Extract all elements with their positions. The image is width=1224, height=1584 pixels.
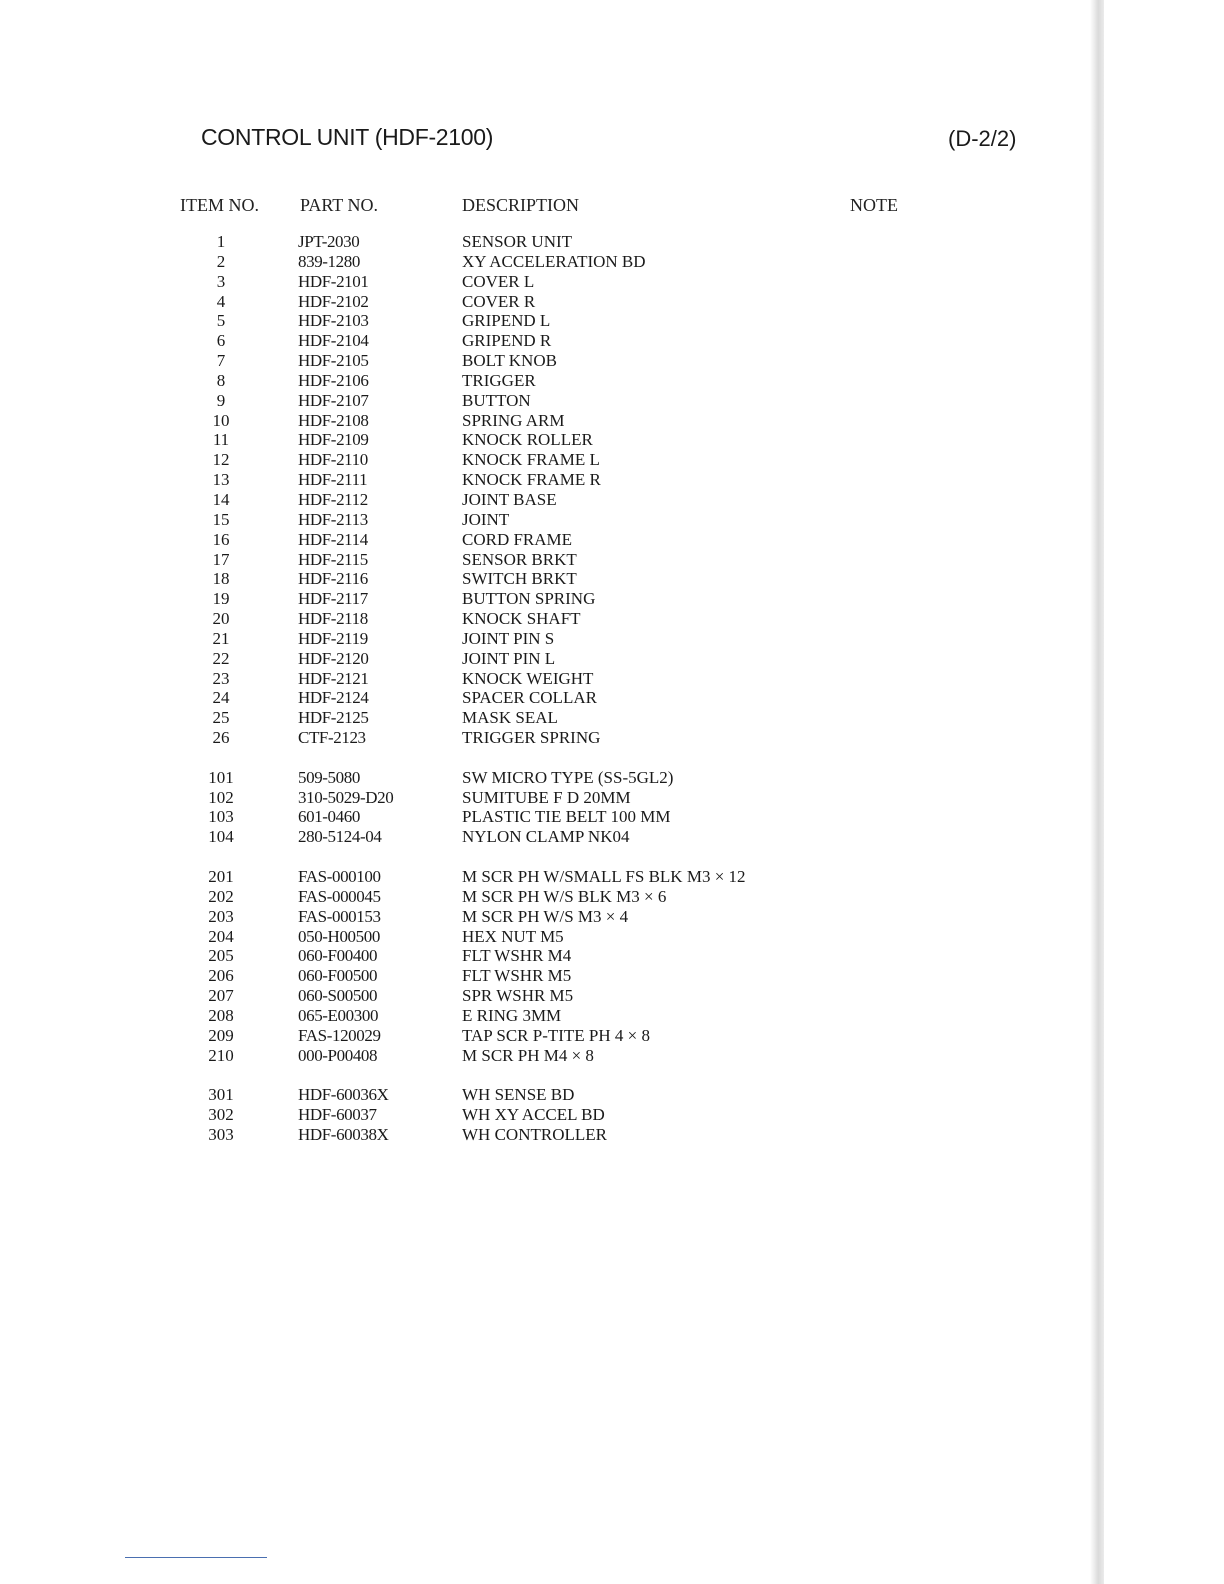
part-description: M SCR PH M4 × 8 [462, 1045, 594, 1065]
part-number: HDF-2119 [298, 628, 368, 648]
part-description: KNOCK WEIGHT [462, 668, 594, 688]
item-number: 24 [212, 688, 230, 708]
part-description: KNOCK SHAFT [462, 609, 581, 629]
item-number: 5 [216, 311, 226, 331]
table-row [0, 510, 1100, 530]
part-description: GRIPEND L [462, 311, 551, 331]
part-number: HDF-2106 [298, 370, 369, 390]
item-number: 10 [212, 410, 230, 430]
table-row [0, 1105, 1100, 1125]
part-number: HDF-2102 [298, 291, 369, 311]
part-number: HDF-2125 [298, 708, 369, 728]
table-row [0, 351, 1100, 371]
table-row [0, 1085, 1100, 1105]
part-number: HDF-2109 [298, 430, 369, 450]
part-description: FLT WSHR M4 [462, 946, 572, 966]
part-description: BOLT KNOB [462, 351, 557, 371]
item-number: 13 [212, 470, 230, 490]
item-number: 7 [216, 351, 226, 371]
table-row [0, 292, 1100, 312]
part-description: HEX NUT M5 [462, 926, 564, 946]
table-row [0, 371, 1100, 391]
page-title: CONTROL UNIT (HDF-2100) [201, 124, 494, 150]
part-number: HDF-2105 [298, 351, 369, 371]
item-number: 17 [212, 549, 230, 569]
item-number: 26 [212, 728, 230, 748]
column-header-item-no: ITEM NO. [180, 195, 259, 215]
table-row [0, 867, 1100, 887]
part-number: HDF-2111 [298, 470, 368, 490]
item-number: 20 [212, 609, 230, 629]
part-description: E RING 3MM [462, 1005, 562, 1025]
item-number: 14 [212, 489, 230, 509]
part-number: HDF-60036X [298, 1085, 389, 1105]
table-row [0, 589, 1100, 609]
part-number: HDF-2118 [298, 609, 368, 629]
part-description: SPR WSHR M5 [462, 986, 574, 1006]
item-number: 1 [216, 232, 226, 251]
table-row [0, 966, 1100, 986]
part-number: HDF-2103 [298, 311, 369, 331]
part-number: 509-5080 [298, 767, 360, 787]
part-description: TRIGGER SPRING [462, 728, 601, 748]
item-number: 102 [208, 787, 234, 807]
part-number: 060-F00400 [298, 946, 378, 966]
part-number: JPT-2030 [298, 232, 360, 251]
table-row [0, 728, 1100, 748]
scan-margin [1104, 0, 1224, 1584]
item-number: 4 [216, 291, 226, 311]
part-number: HDF-2107 [298, 390, 369, 410]
part-description: KNOCK FRAME L [462, 450, 600, 470]
part-description: COVER L [462, 271, 535, 291]
table-row [0, 550, 1100, 570]
part-number: HDF-2112 [298, 489, 368, 509]
part-description: SWITCH BRKT [462, 569, 577, 589]
part-description: TAP SCR P-TITE PH 4 × 8 [462, 1025, 651, 1045]
part-description: SENSOR UNIT [462, 232, 573, 251]
item-number: 9 [216, 390, 226, 410]
part-number: 060-S00500 [298, 986, 378, 1006]
part-number: 310-5029-D20 [298, 787, 394, 807]
item-number: 210 [208, 1045, 234, 1065]
part-description: M SCR PH W/S BLK M3 × 6 [462, 886, 667, 906]
table-row [0, 688, 1100, 708]
table-row [0, 1046, 1100, 1066]
part-number: 050-H00500 [298, 926, 380, 946]
part-number: CTF-2123 [298, 728, 366, 748]
table-row [0, 609, 1100, 629]
table-row [0, 391, 1100, 411]
table-row [0, 669, 1100, 689]
part-description: SUMITUBE F D 20MM [462, 787, 631, 807]
part-number: HDF-2117 [298, 589, 368, 609]
table-row [0, 887, 1100, 907]
item-number: 23 [212, 668, 230, 688]
part-description: MASK SEAL [462, 708, 558, 728]
table-row [0, 649, 1100, 669]
item-number: 21 [212, 628, 230, 648]
part-description: PLASTIC TIE BELT 100 MM [462, 807, 671, 827]
part-number: FAS-000153 [298, 906, 381, 926]
table-row [0, 1006, 1100, 1026]
table-row [0, 272, 1100, 292]
part-number: HDF-2115 [298, 549, 368, 569]
table-row [0, 470, 1100, 490]
table-row [0, 907, 1100, 927]
table-row [0, 530, 1100, 550]
part-number: HDF-60037 [298, 1105, 377, 1125]
item-number: 3 [216, 271, 226, 291]
table-row [0, 331, 1100, 351]
part-number: HDF-2120 [298, 648, 369, 668]
item-number: 208 [208, 1005, 234, 1025]
item-number: 11 [212, 430, 230, 450]
table-row [0, 232, 1100, 252]
item-number: 103 [208, 807, 234, 827]
table-row [0, 827, 1100, 847]
item-number: 12 [212, 450, 230, 470]
table-row [0, 927, 1100, 947]
table-row [0, 430, 1100, 450]
item-number: 301 [208, 1085, 234, 1105]
part-description: FLT WSHR M5 [462, 966, 572, 986]
part-description: SPRING ARM [462, 410, 565, 430]
item-number: 207 [208, 986, 234, 1006]
part-description: JOINT PIN S [462, 628, 555, 648]
item-number: 104 [208, 827, 234, 847]
table-row [0, 569, 1100, 589]
part-number: HDF-60038X [298, 1124, 389, 1144]
part-description: BUTTON SPRING [462, 589, 596, 609]
parts-list [0, 232, 1100, 1145]
part-description: TRIGGER [462, 370, 536, 390]
part-number: HDF-2121 [298, 668, 369, 688]
table-row [0, 490, 1100, 510]
part-description: M SCR PH W/S M3 × 4 [462, 906, 629, 926]
part-number: HDF-2108 [298, 410, 369, 430]
part-number: FAS-000100 [298, 867, 381, 886]
item-number: 2 [216, 251, 226, 271]
table-row [0, 1026, 1100, 1046]
part-number: 065-E00300 [298, 1005, 379, 1025]
part-number: FAS-000045 [298, 886, 381, 906]
item-number: 209 [208, 1025, 234, 1045]
item-number: 22 [212, 648, 230, 668]
part-description: NYLON CLAMP NK04 [462, 827, 630, 847]
item-number: 204 [208, 926, 234, 946]
item-number: 201 [208, 867, 234, 886]
part-number: 060-F00500 [298, 966, 378, 986]
table-row [0, 252, 1100, 272]
item-number: 6 [216, 331, 226, 351]
table-row [0, 807, 1100, 827]
item-number: 303 [208, 1124, 234, 1144]
table-row [0, 986, 1100, 1006]
part-description: WH SENSE BD [462, 1085, 575, 1105]
page-reference: (D-2/2) [948, 126, 1017, 151]
part-number: HDF-2101 [298, 271, 369, 291]
footer-rule [125, 1557, 267, 1558]
table-row [0, 708, 1100, 728]
part-number: HDF-2114 [298, 529, 368, 549]
part-description: JOINT [462, 509, 510, 529]
part-number: 601-0460 [298, 807, 360, 827]
table-row [0, 788, 1100, 808]
part-number: 839-1280 [298, 251, 360, 271]
table-row [0, 311, 1100, 331]
part-number: HDF-2110 [298, 450, 368, 470]
column-header-note: NOTE [850, 195, 898, 215]
part-description: KNOCK FRAME R [462, 470, 601, 490]
part-number: HDF-2116 [298, 569, 368, 589]
item-number: 19 [212, 589, 230, 609]
part-description: GRIPEND R [462, 331, 552, 351]
part-description: WH XY ACCEL BD [462, 1105, 605, 1125]
part-description: COVER R [462, 291, 536, 311]
part-description: M SCR PH W/SMALL FS BLK M3 × 12 [462, 867, 746, 886]
part-description: JOINT PIN L [462, 648, 556, 668]
item-number: 203 [208, 906, 234, 926]
item-number: 8 [216, 370, 226, 390]
part-description: XY ACCELERATION BD [462, 251, 646, 271]
item-number: 205 [208, 946, 234, 966]
table-row [0, 1125, 1100, 1145]
table-row [0, 411, 1100, 431]
table-row [0, 768, 1100, 788]
part-number: HDF-2113 [298, 509, 368, 529]
table-row [0, 629, 1100, 649]
part-description: CORD FRAME [462, 529, 573, 549]
part-number: 000-P00408 [298, 1045, 378, 1065]
item-number: 101 [208, 767, 234, 787]
item-number: 16 [212, 529, 230, 549]
part-description: WH CONTROLLER [462, 1124, 607, 1144]
table-row [0, 946, 1100, 966]
part-number: HDF-2104 [298, 331, 369, 351]
part-number: FAS-120029 [298, 1025, 381, 1045]
column-header-description: DESCRIPTION [462, 195, 580, 215]
part-description: SPACER COLLAR [462, 688, 597, 708]
part-description: SW MICRO TYPE (SS-5GL2) [462, 767, 674, 787]
item-number: 25 [212, 708, 230, 728]
item-number: 302 [208, 1105, 234, 1125]
column-header-part-no: PART NO. [300, 195, 378, 215]
part-description: SENSOR BRKT [462, 549, 577, 569]
part-description: BUTTON [462, 390, 531, 410]
item-number: 206 [208, 966, 234, 986]
part-number: HDF-2124 [298, 688, 369, 708]
item-number: 18 [212, 569, 230, 589]
item-number: 202 [208, 886, 234, 906]
part-description: KNOCK ROLLER [462, 430, 593, 450]
item-number: 15 [212, 509, 230, 529]
part-number: 280-5124-04 [298, 827, 382, 847]
part-description: JOINT BASE [462, 489, 557, 509]
table-row [0, 450, 1100, 470]
